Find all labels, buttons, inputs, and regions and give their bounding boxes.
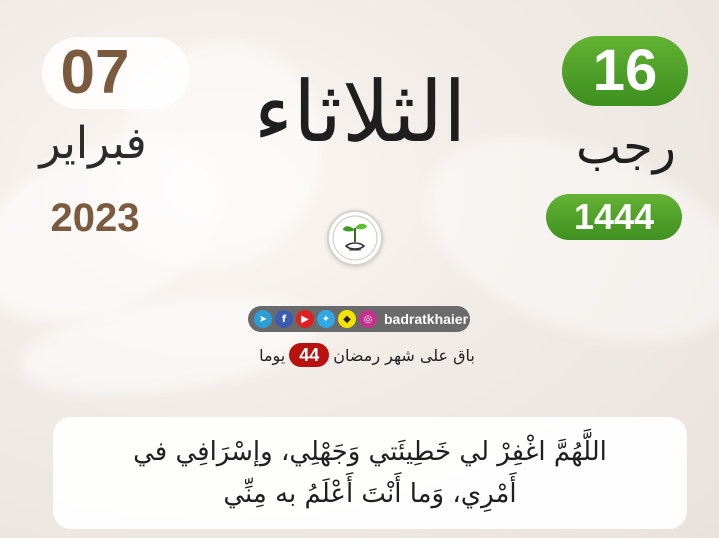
- facebook-icon[interactable]: f: [275, 310, 293, 328]
- social-bar[interactable]: [248, 306, 470, 332]
- hijri-year-badge: 1444: [546, 194, 682, 240]
- snapchat-icon[interactable]: ◆: [338, 310, 356, 328]
- gregorian-year: 2023: [50, 196, 140, 240]
- twitter-icon[interactable]: ✦: [317, 310, 335, 328]
- ramadan-countdown: [232, 340, 502, 370]
- countdown-days-badge: 44: [289, 343, 329, 367]
- countdown-suffix: يوما: [259, 345, 286, 365]
- hijri-day-badge: 16: [562, 36, 688, 106]
- brand-logo: [327, 210, 383, 266]
- dua-line-1: اللَّهُمَّ اغْفِرْ لي خَطِيئَتي وَجَهْلِي، وإسْرَافِي في: [133, 437, 607, 467]
- weekday-title: الثلاثاء: [253, 63, 467, 161]
- hijri-month: رجب: [576, 119, 676, 175]
- gregorian-month: فبراير: [39, 118, 147, 169]
- youtube-icon[interactable]: ▶: [296, 310, 314, 328]
- instagram-icon[interactable]: ◎: [359, 310, 377, 328]
- social-handle[interactable]: badratkhaier: [384, 311, 469, 327]
- telegram-icon[interactable]: ➤: [254, 310, 272, 328]
- sprout-logo-icon: [329, 212, 381, 264]
- dua-line-2: أَمْرِي، وَما أَنْتَ أَعْلَمُ به مِنِّي: [223, 479, 517, 509]
- gregorian-day: 07: [60, 38, 130, 107]
- countdown-prefix: باق على شهر رمضان: [333, 345, 475, 365]
